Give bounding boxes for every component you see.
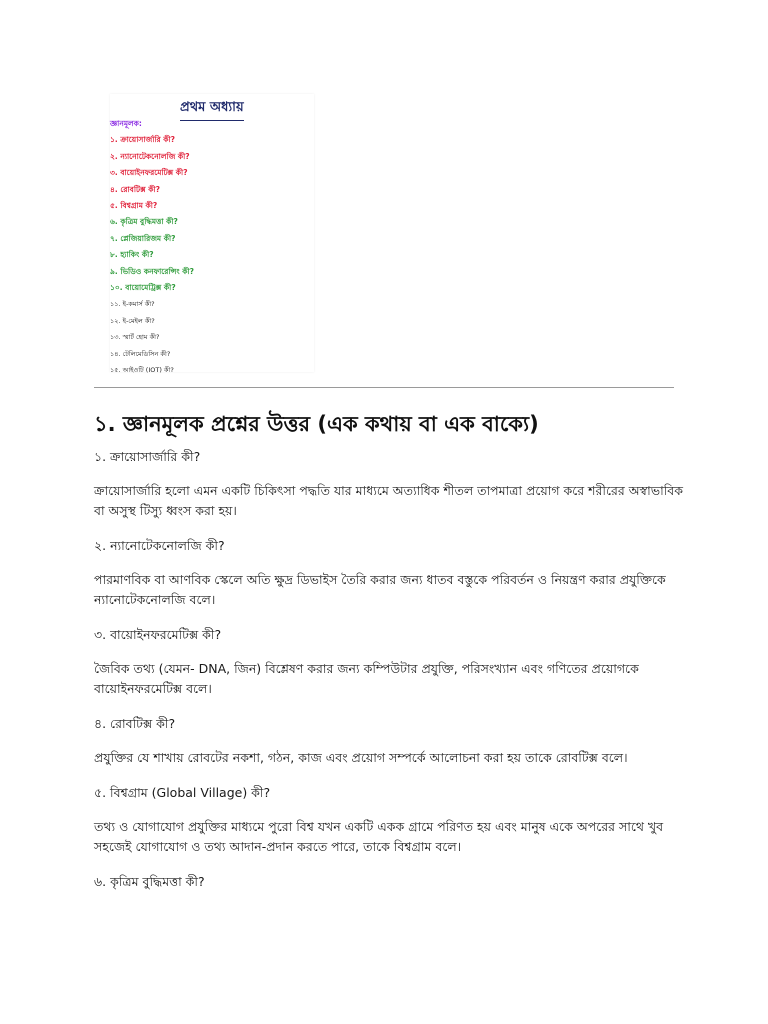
chapter-index-item: ১১. ই-কমার্স কী? xyxy=(110,300,155,309)
chapter-index-item: ১০. বায়োমেট্রিক্স কী? xyxy=(110,283,176,293)
question: ৫. বিশ্বগ্রাম (Global Village) কী? xyxy=(94,785,271,800)
answer: তথ্য ও যোগাযোগ প্রযুক্তির মাধ্যমে পুরো বিশ্ব যখন একটি একক গ্রামে পরিণত হয় এবং মানুষ একে অপরের সাথে খুব সহজেই যোগাযোগ ও তথ্য আদান-প্রদান করতে পারে, তাকে বিশ্বগ্রাম বলে। xyxy=(94,819,664,854)
chapter-index-item: ৬. কৃত্রিম বুদ্ধিমত্তা কী? xyxy=(110,217,178,227)
chapter-index-item: ৯. ভিডিও কনফারেন্সিং কী? xyxy=(110,266,195,276)
chapter-index-item: ৩. বায়োইনফরমেটিক্স কী? xyxy=(110,168,188,178)
question: ১. ক্রায়োসার্জারি কী? xyxy=(94,449,201,464)
answer: ক্রায়োসার্জারি হলো এমন একটি চিকিৎসা পদ্ধতি যার মাধ্যমে অত্যাধিক শীতল তাপমাত্রা প্রয়োগ করে শরীরের অস্বাভাবিক বা অসুস্থ টিস্যু ধ্বংস করা হয়। xyxy=(94,483,683,518)
qa-section xyxy=(94,446,690,893)
chapter-index-item: ১২. ই-মেইল কী? xyxy=(110,316,155,325)
chapter-index-item: ১৩. স্মার্ট হোম কী? xyxy=(110,333,160,342)
section-divider xyxy=(94,387,674,388)
chapter-index-list xyxy=(110,116,314,379)
chapter-index-item: ৪. রোবটিক্স কী? xyxy=(110,184,160,194)
chapter-index-item: জ্ঞানমূলক: xyxy=(110,119,142,128)
question: ৩. বায়োইনফরমেটিক্স কী? xyxy=(94,627,222,642)
chapter-index-item: ১৫. আইওটি (IOT) কী? xyxy=(110,366,174,375)
question: ২. ন্যানোটেকনোলজি কী? xyxy=(94,538,225,553)
question: ৪. রোবটিক্স কী? xyxy=(94,716,176,731)
chapter-index-item: ১. ক্রায়োসার্জারি কী? xyxy=(110,135,176,145)
chapter-index-item: ১৪. টেলিমেডিসিন কী? xyxy=(110,349,171,358)
answer: জৈবিক তথ্য (যেমন- DNA, জিন) বিশ্লেষণ করার জন্য কম্পিউটার প্রযুক্তি, পরিসংখ্যান এবং গণিতের প্রয়োগকে বায়োইনফরমেটিক্স বলে। xyxy=(94,661,639,696)
section-heading: ১. জ্ঞানমূলক প্রশ্নের উত্তর (এক কথায় বা এক বাক্যে) xyxy=(94,412,539,436)
answer: প্রযুক্তির যে শাখায় রোবটের নকশা, গঠন, কাজ এবং প্রয়োগ সম্পর্কে আলোচনা করা হয় তাকে রোবটিক্স বলে। xyxy=(94,750,628,765)
chapter-index-item: ৭. প্লেজিয়ারিজম কী? xyxy=(110,233,176,243)
chapter-index-item: ৮. হ্যাকিং কী? xyxy=(110,250,154,260)
chapter-index-item: ২. ন্যানোটেকনোলজি কী? xyxy=(110,151,190,161)
answer: পারমাণবিক বা আণবিক স্কেলে অতি ক্ষুদ্র ডিভাইস তৈরি করার জন্য ধাতব বস্তুকে পরিবর্তন ও নিয়ন্ত্রণ করার প্রযুক্তিকে ন্যানোটেকনোলজি বলে। xyxy=(94,572,666,607)
chapter-index-item: ৫. বিশ্বগ্রাম কী? xyxy=(110,201,158,211)
question: ৬. কৃত্রিম বুদ্ধিমত্তা কী? xyxy=(94,874,205,889)
chapter-index-image xyxy=(110,94,314,375)
chapter-index-title: প্রথম অধ্যায় xyxy=(180,98,244,121)
